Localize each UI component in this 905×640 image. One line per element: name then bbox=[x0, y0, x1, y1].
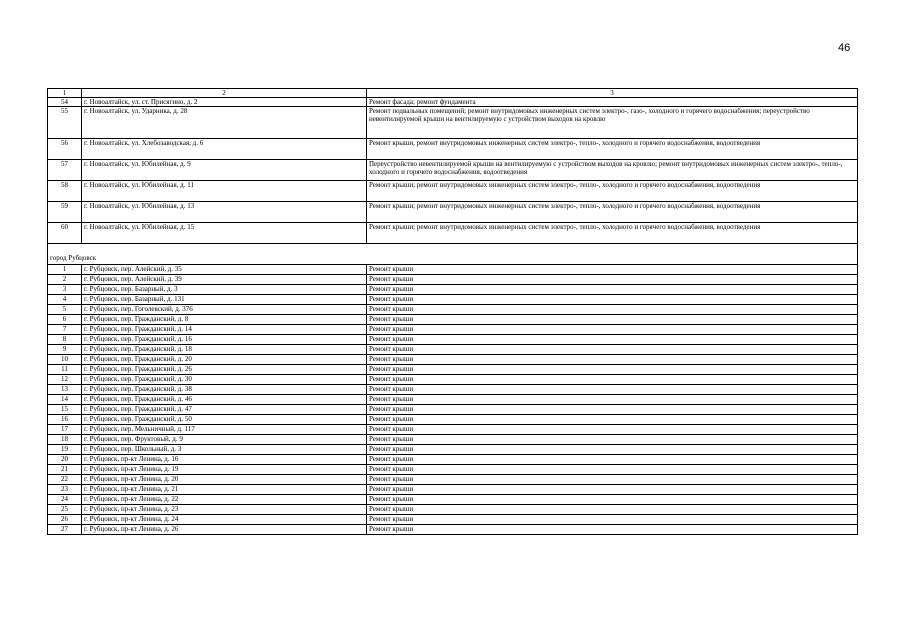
column-number: 3 bbox=[367, 89, 858, 98]
row-number: 3 bbox=[48, 285, 82, 295]
address-cell: г. Новоалтайск, ул. Юбилейная, д. 15 bbox=[82, 223, 367, 244]
work-type-cell: Ремонт крыши bbox=[367, 455, 858, 465]
repair-table bbox=[47, 88, 858, 535]
address-cell: г. Новоалтайск, ул. Юбилейная, д. 11 bbox=[82, 181, 367, 202]
address-cell: г. Рубцовск, пр-кт Ленина, д. 23 bbox=[82, 505, 367, 515]
work-type-cell: Ремонт крыши bbox=[367, 445, 858, 455]
work-type-cell: Ремонт крыши bbox=[367, 515, 858, 525]
table-row bbox=[48, 385, 858, 395]
table-row bbox=[48, 160, 858, 181]
row-number: 60 bbox=[48, 223, 82, 244]
work-type-cell: Ремонт крыши bbox=[367, 375, 858, 385]
row-number: 14 bbox=[48, 395, 82, 405]
table-row bbox=[48, 515, 858, 525]
row-number: 22 bbox=[48, 475, 82, 485]
address-cell: г. Рубцовск, пер. Гражданский, д. 30 bbox=[82, 375, 367, 385]
table-row bbox=[48, 455, 858, 465]
address-cell: г. Рубцовск, пр-кт Ленина, д. 19 bbox=[82, 465, 367, 475]
table-row bbox=[48, 345, 858, 355]
row-number: 21 bbox=[48, 465, 82, 475]
work-type-cell: Ремонт крыши bbox=[367, 285, 858, 295]
work-type-cell: Ремонт крыши bbox=[367, 425, 858, 435]
row-number: 7 bbox=[48, 325, 82, 335]
address-cell: г. Новоалтайск, ул. Юбилейная, д. 9 bbox=[82, 160, 367, 181]
table-row bbox=[48, 495, 858, 505]
row-number: 18 bbox=[48, 435, 82, 445]
work-type-cell: Переустройство невентилируемой крыши на вентилируемую с устройством выходов на кровлю; ремонт внутридомовых инженерных систем электро-, тепло-, холодного и горячего водоснабжения, водоотведения bbox=[367, 160, 858, 181]
work-type-cell: Ремонт крыши bbox=[367, 465, 858, 475]
work-type-cell: Ремонт крыши bbox=[367, 385, 858, 395]
row-number: 1 bbox=[48, 265, 82, 275]
work-type-cell: Ремонт крыши; ремонт внутридомовых инженерных систем электро-, тепло-, холодного и горячего водоснабжения, водоотведения bbox=[367, 223, 858, 244]
row-number: 23 bbox=[48, 485, 82, 495]
work-type-cell: Ремонт крыши bbox=[367, 415, 858, 425]
address-cell: г. Рубцовск, пер. Фруктовый, д. 9 bbox=[82, 435, 367, 445]
table-row bbox=[48, 355, 858, 365]
address-cell: г. Новоалтайск, ул. ст. Присягино, д. 2 bbox=[82, 98, 367, 107]
work-type-cell: Ремонт крыши bbox=[367, 325, 858, 335]
work-type-cell: Ремонт крыши bbox=[367, 475, 858, 485]
table-row bbox=[48, 375, 858, 385]
table-row bbox=[48, 181, 858, 202]
address-cell: г. Рубцовск, пер. Гражданский, д. 8 bbox=[82, 315, 367, 325]
row-number: 2 bbox=[48, 275, 82, 285]
repair-table-body bbox=[48, 89, 858, 535]
table-row bbox=[48, 315, 858, 325]
address-cell: г. Рубцовск, пер. Гражданский, д. 20 bbox=[82, 355, 367, 365]
row-number: 19 bbox=[48, 445, 82, 455]
table-row bbox=[48, 415, 858, 425]
address-cell: г. Рубцовск, пер. Гражданский, д. 47 bbox=[82, 405, 367, 415]
table-row bbox=[48, 435, 858, 445]
address-cell: г. Рубцовск, пер. Базарный, д. 131 bbox=[82, 295, 367, 305]
work-type-cell: Ремонт фасада; ремонт фундамента bbox=[367, 98, 858, 107]
group-header-row bbox=[48, 244, 858, 265]
column-number: 2 bbox=[82, 89, 367, 98]
row-number: 27 bbox=[48, 525, 82, 535]
row-number: 13 bbox=[48, 385, 82, 395]
work-type-cell: Ремонт крыши bbox=[367, 315, 858, 325]
work-type-cell: Ремонт крыши bbox=[367, 505, 858, 515]
work-type-cell: Ремонт крыши bbox=[367, 265, 858, 275]
address-cell: г. Рубцовск, пр-кт Ленина, д. 20 bbox=[82, 475, 367, 485]
row-number: 55 bbox=[48, 107, 82, 139]
address-cell: г. Рубцовск, пер. Гражданский, д. 38 bbox=[82, 385, 367, 395]
address-cell: г. Новоалтайск, ул. Юбилейная, д. 13 bbox=[82, 202, 367, 223]
address-cell: г. Рубцовск, пр-кт Ленина, д. 16 bbox=[82, 455, 367, 465]
address-cell: г. Новоалтайск, ул. Ударника, д. 28 bbox=[82, 107, 367, 139]
work-type-cell: Ремонт крыши bbox=[367, 405, 858, 415]
row-number: 4 bbox=[48, 295, 82, 305]
row-number: 57 bbox=[48, 160, 82, 181]
table-row bbox=[48, 202, 858, 223]
work-type-cell: Ремонт крыши bbox=[367, 525, 858, 535]
address-cell: г. Рубцовск, пр-кт Ленина, д. 21 bbox=[82, 485, 367, 495]
table-row bbox=[48, 425, 858, 435]
row-number: 8 bbox=[48, 335, 82, 345]
address-cell: г. Рубцовск, пр-кт Ленина, д. 26 bbox=[82, 525, 367, 535]
row-number: 56 bbox=[48, 139, 82, 160]
row-number: 10 bbox=[48, 355, 82, 365]
work-type-cell: Ремонт крыши bbox=[367, 435, 858, 445]
work-type-cell: Ремонт крыши bbox=[367, 495, 858, 505]
row-number: 12 bbox=[48, 375, 82, 385]
row-number: 16 bbox=[48, 415, 82, 425]
table-row bbox=[48, 98, 858, 107]
address-cell: г. Рубцовск, пер. Гоголевский, д. 376 bbox=[82, 305, 367, 315]
table-row bbox=[48, 525, 858, 535]
address-cell: г. Рубцовск, пер. Гражданский, д. 26 bbox=[82, 365, 367, 375]
table-row bbox=[48, 265, 858, 275]
address-cell: г. Рубцовск, пер. Школьный, д. 3 bbox=[82, 445, 367, 455]
page-number: 46 bbox=[838, 42, 851, 54]
address-cell: г. Рубцовск, пер. Базарный, д. 3 bbox=[82, 285, 367, 295]
table-row bbox=[48, 475, 858, 485]
work-type-cell: Ремонт крыши bbox=[367, 355, 858, 365]
table-row bbox=[48, 485, 858, 495]
row-number: 26 bbox=[48, 515, 82, 525]
row-number: 54 bbox=[48, 98, 82, 107]
address-cell: г. Рубцовск, пер. Гражданский, д. 16 bbox=[82, 335, 367, 345]
row-number: 20 bbox=[48, 455, 82, 465]
address-cell: г. Рубцовск, пер. Гражданский, д. 46 bbox=[82, 395, 367, 405]
address-cell: г. Рубцовск, пер. Алейский, д. 35 bbox=[82, 265, 367, 275]
row-number: 24 bbox=[48, 495, 82, 505]
work-type-cell: Ремонт крыши bbox=[367, 345, 858, 355]
table-row bbox=[48, 305, 858, 315]
row-number: 5 bbox=[48, 305, 82, 315]
table-row bbox=[48, 395, 858, 405]
address-cell: г. Рубцовск, пр-кт Ленина, д. 22 bbox=[82, 495, 367, 505]
work-type-cell: Ремонт крыши bbox=[367, 275, 858, 285]
row-number: 11 bbox=[48, 365, 82, 375]
table-row bbox=[48, 107, 858, 139]
work-type-cell: Ремонт крыши bbox=[367, 295, 858, 305]
address-cell: г. Новоалтайск, ул. Хлебозаводская, д. 6 bbox=[82, 139, 367, 160]
work-type-cell: Ремонт крыши, ремонт внутридомовых инженерных систем электро-, тепло-, холодного и горячего водоснабжения, водоотведения bbox=[367, 139, 858, 160]
row-number: 17 bbox=[48, 425, 82, 435]
row-number: 15 bbox=[48, 405, 82, 415]
table-row bbox=[48, 285, 858, 295]
table-row bbox=[48, 365, 858, 375]
address-cell: г. Рубцовск, пр-кт Ленина, д. 24 bbox=[82, 515, 367, 525]
table-row bbox=[48, 139, 858, 160]
address-cell: г. Рубцовск, пер. Гражданский, д. 18 bbox=[82, 345, 367, 355]
table-row bbox=[48, 325, 858, 335]
work-type-cell: Ремонт крыши bbox=[367, 395, 858, 405]
table-row bbox=[48, 405, 858, 415]
address-cell: г. Рубцовск, пер. Алейский, д. 39 bbox=[82, 275, 367, 285]
table-row bbox=[48, 505, 858, 515]
table-row bbox=[48, 275, 858, 285]
row-number: 6 bbox=[48, 315, 82, 325]
address-cell: г. Рубцовск, пер. Мельничный, д. 117 bbox=[82, 425, 367, 435]
table-row bbox=[48, 465, 858, 475]
column-numbers-row bbox=[48, 89, 858, 98]
row-number: 58 bbox=[48, 181, 82, 202]
work-type-cell: Ремонт крыши bbox=[367, 365, 858, 375]
table-row bbox=[48, 223, 858, 244]
work-type-cell: Ремонт подвальных помещений; ремонт внутридомовых инженерных систем электро-, газо-, холодного и горячего водоснабжения; переустройство невентилируемой крыши на вентилируемую с устройством выходов на кровлю bbox=[367, 107, 858, 139]
address-cell: г. Рубцовск, пер. Гражданский, д. 50 bbox=[82, 415, 367, 425]
column-number: 1 bbox=[48, 89, 82, 98]
row-number: 9 bbox=[48, 345, 82, 355]
table-row bbox=[48, 295, 858, 305]
table-row bbox=[48, 445, 858, 455]
row-number: 59 bbox=[48, 202, 82, 223]
table-row bbox=[48, 335, 858, 345]
work-type-cell: Ремонт крыши; ремонт внутридомовых инженерных систем электро-, тепло-, холодного и горячего водоснабжения, водоотведения bbox=[367, 181, 858, 202]
work-type-cell: Ремонт крыши bbox=[367, 485, 858, 495]
work-type-cell: Ремонт крыши bbox=[367, 305, 858, 315]
work-type-cell: Ремонт крыши bbox=[367, 335, 858, 345]
group-title: город Рубцовск bbox=[48, 244, 858, 265]
address-cell: г. Рубцовск, пер. Гражданский, д. 14 bbox=[82, 325, 367, 335]
row-number: 25 bbox=[48, 505, 82, 515]
work-type-cell: Ремонт крыши; ремонт внутридомовых инженерных систем электро-, тепло-, холодного и горячего водоснабжения, водоотведения bbox=[367, 202, 858, 223]
